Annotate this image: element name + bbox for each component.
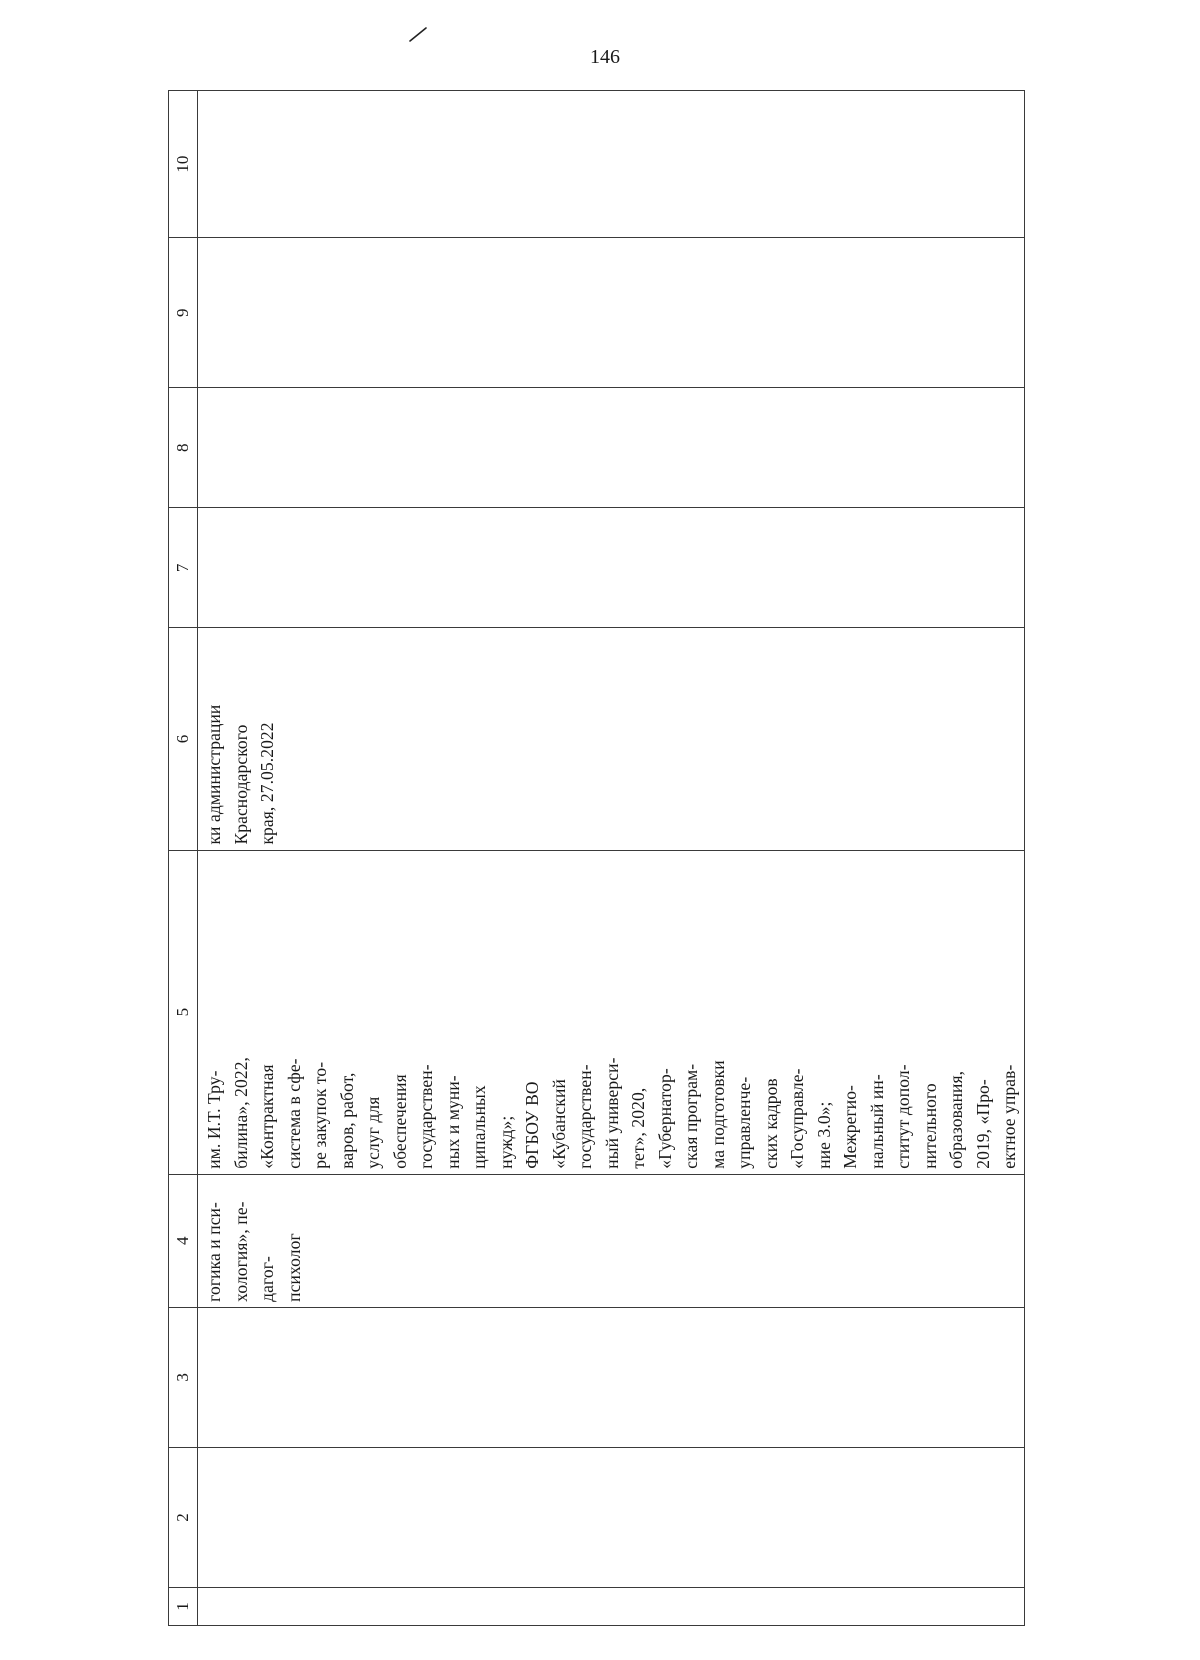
header-cell-2: 2 <box>169 1447 198 1587</box>
cell-col3 <box>198 1307 1025 1447</box>
cell-col1 <box>198 1587 1025 1625</box>
header-cell-3: 3 <box>169 1307 198 1447</box>
cell-text-col8 <box>198 388 201 507</box>
cell-col9 <box>198 238 1025 388</box>
header-cell-9: 9 <box>169 238 198 388</box>
header-cell-4: 4 <box>169 1174 198 1307</box>
cell-text-col6: ки администрации Краснодарского края, 27.05.2022 <box>204 704 277 845</box>
rotated-table-frame <box>168 90 1024 1626</box>
cell-text-col1 <box>198 1588 201 1625</box>
cell-col7 <box>198 508 1025 628</box>
header-row <box>169 91 198 1626</box>
pen-stroke-mark <box>408 26 428 42</box>
cell-text-col9 <box>198 238 201 387</box>
cell-text-col7 <box>198 508 201 627</box>
cell-text-col5: им. И.Т. Тру- билина», 2022, «Контрактная система в сфе- ре закупок то- варов, работ, услуг для обеспечения государствен- ных и муни- ципальных нужд»; ФГБОУ ВО «Кубанский государствен- ный универси- тет», 2020, «Губернатор- ская програм- ма подготовки управленче- ских кадров «Госуправле- ние 3.0»; Межрегио- нальный ин- ститут допол- нительного образования, 2019, «Про- ектное управ- <box>204 1056 1019 1169</box>
cell-text-col3 <box>198 1308 201 1447</box>
table-row <box>198 91 1025 1626</box>
header-cell-8: 8 <box>169 388 198 508</box>
cell-col5 <box>198 850 1025 1174</box>
cell-col10 <box>198 91 1025 238</box>
header-cell-1: 1 <box>169 1587 198 1625</box>
header-cell-10: 10 <box>169 91 198 238</box>
cell-text-col10 <box>198 91 201 237</box>
document-table <box>168 90 1025 1626</box>
cell-col4 <box>198 1174 1025 1307</box>
header-cell-7: 7 <box>169 508 198 628</box>
cell-col2 <box>198 1447 1025 1587</box>
header-cell-6: 6 <box>169 628 198 850</box>
cell-text-col2 <box>198 1448 201 1587</box>
cell-col6 <box>198 628 1025 850</box>
page-number: 146 <box>590 46 620 68</box>
cell-col8 <box>198 388 1025 508</box>
cell-text-col4: гогика и пси- хология», пе- дагог- психолог <box>204 1201 304 1302</box>
header-cell-5: 5 <box>169 850 198 1174</box>
